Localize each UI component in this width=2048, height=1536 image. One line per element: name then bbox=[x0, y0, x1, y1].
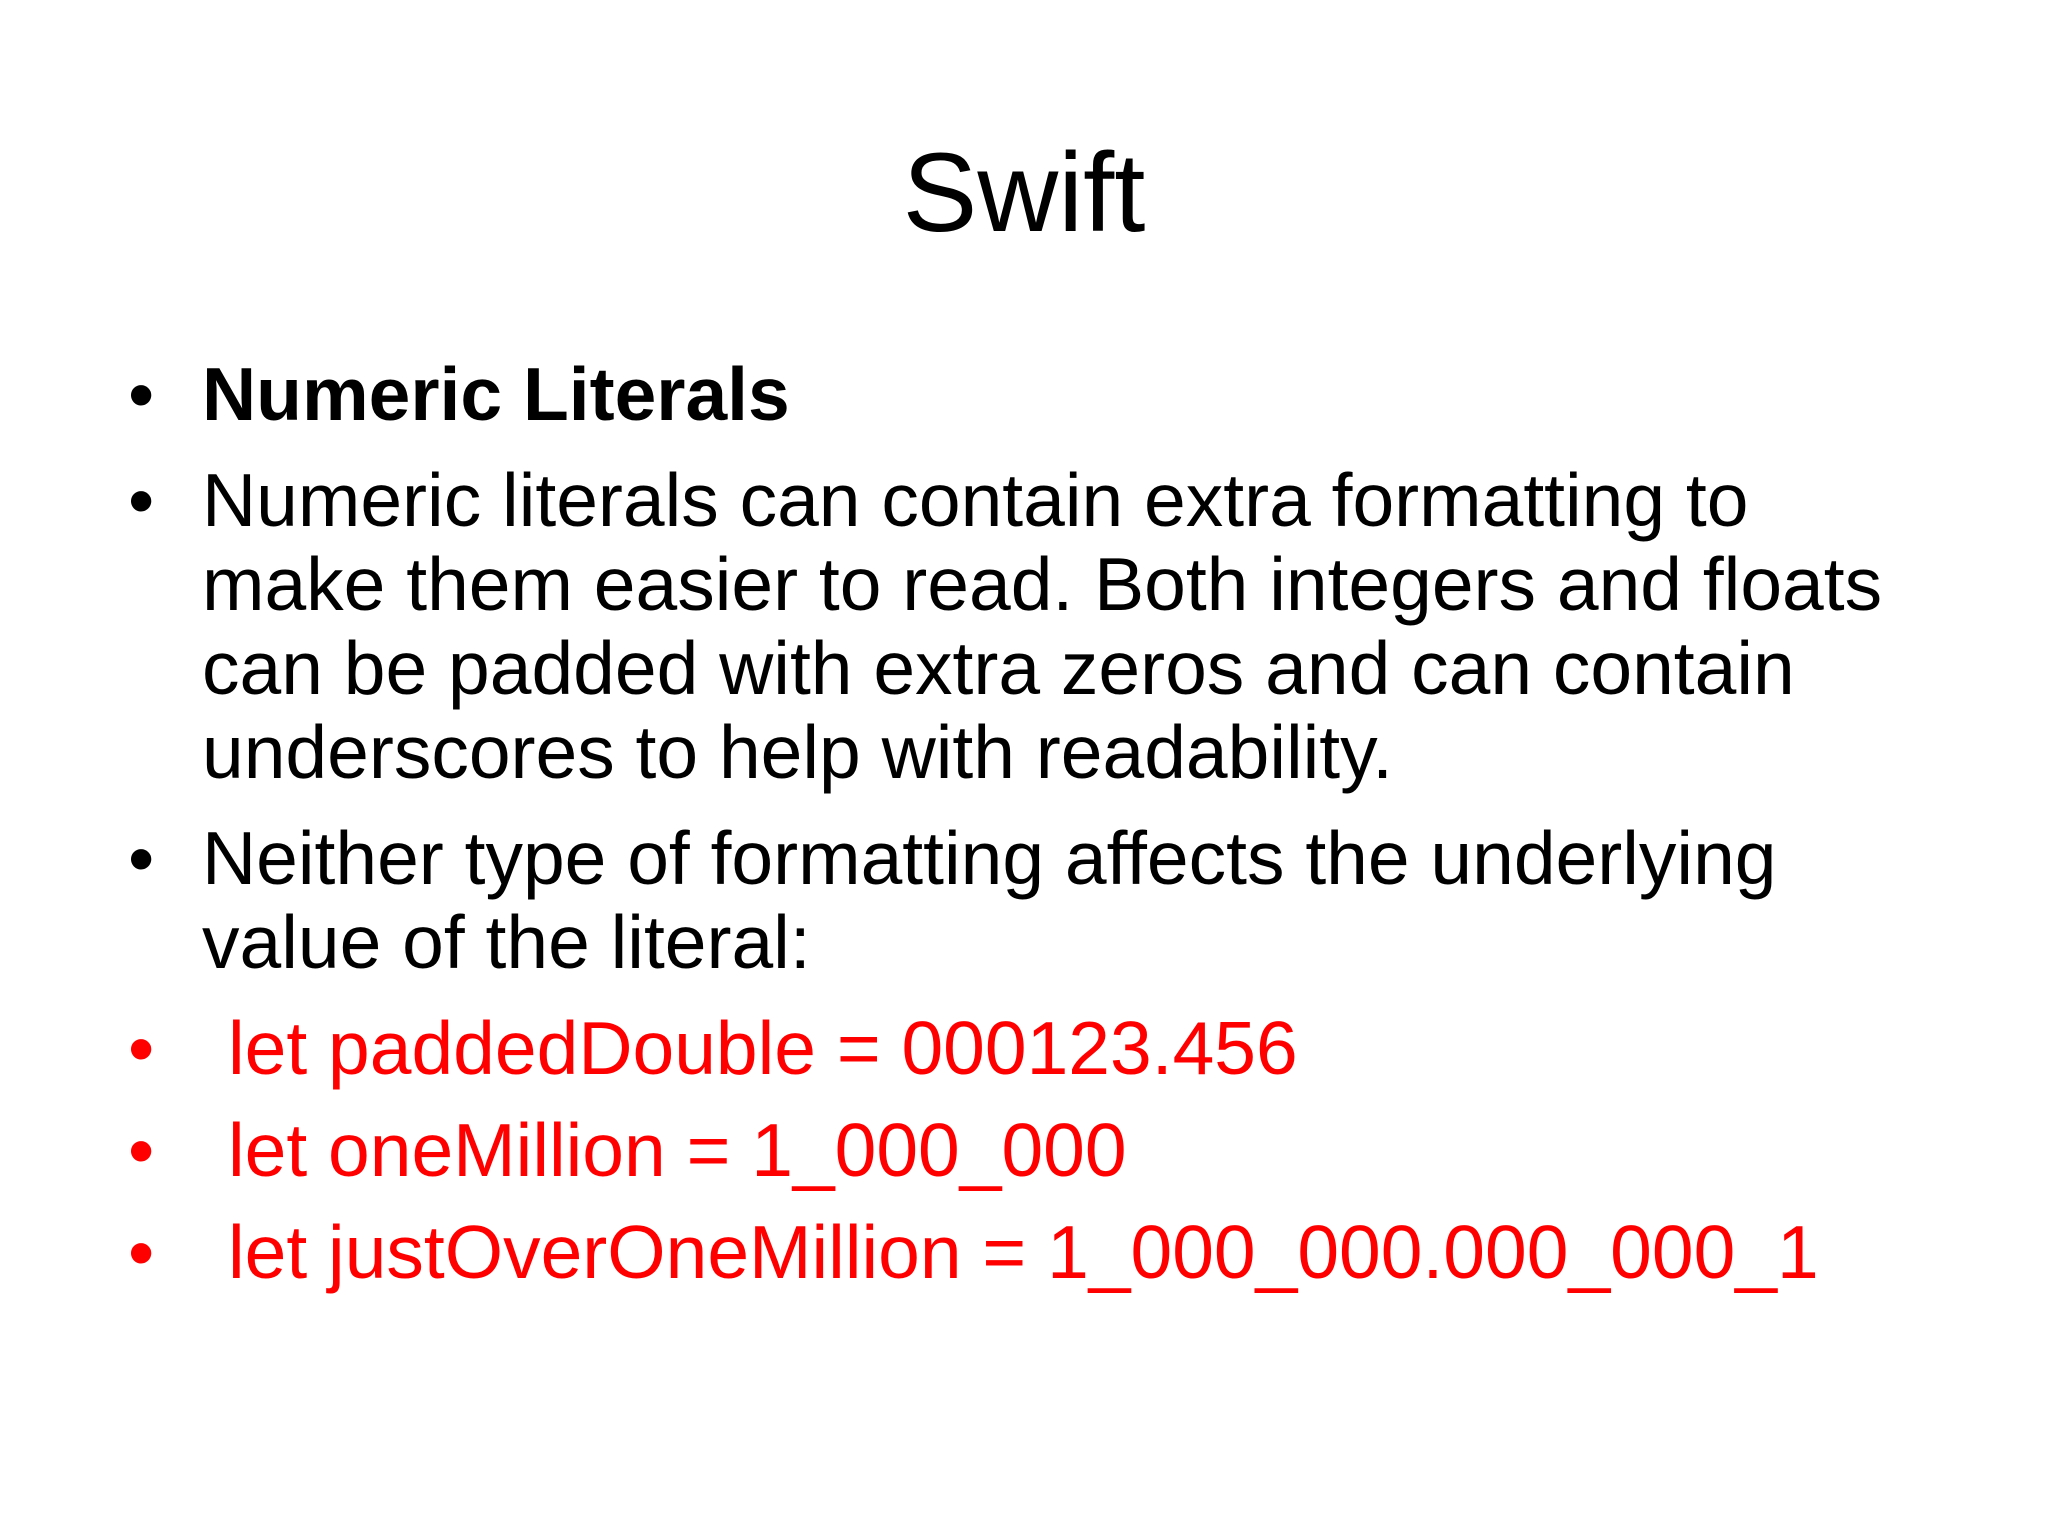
bullet-icon: • bbox=[128, 1108, 155, 1192]
bullet-item-numeric-literals bbox=[128, 352, 1928, 436]
bullet-text: Numeric Literals bbox=[202, 352, 790, 436]
bullet-item-description bbox=[128, 458, 1928, 794]
bullet-icon: • bbox=[128, 1210, 155, 1294]
bullet-list bbox=[128, 352, 1928, 1312]
bullet-icon: • bbox=[128, 1006, 155, 1090]
bullet-text: Neither type of formatting affects the underlying value of the literal: bbox=[202, 816, 1777, 984]
code-line: let justOverOneMillion = 1_000_000.000_000_1 bbox=[228, 1210, 1819, 1294]
bullet-icon: • bbox=[128, 352, 155, 436]
bullet-icon: • bbox=[128, 816, 155, 900]
bullet-item-code-padded-double bbox=[128, 1006, 1928, 1090]
bullet-text: Numeric literals can contain extra formatting to make them easier to read. Both integers and floats can be padded with extra zeros and can contain underscores to help with readability. bbox=[202, 458, 1883, 794]
slide-title: Swift bbox=[902, 130, 1146, 255]
code-line: let paddedDouble = 000123.456 bbox=[228, 1006, 1298, 1090]
bullet-item-formatting-note bbox=[128, 816, 1928, 984]
bullet-item-code-just-over-one-million bbox=[128, 1210, 1928, 1294]
bullet-icon: • bbox=[128, 458, 155, 542]
bullet-item-code-one-million bbox=[128, 1108, 1928, 1192]
code-line: let oneMillion = 1_000_000 bbox=[228, 1108, 1127, 1192]
